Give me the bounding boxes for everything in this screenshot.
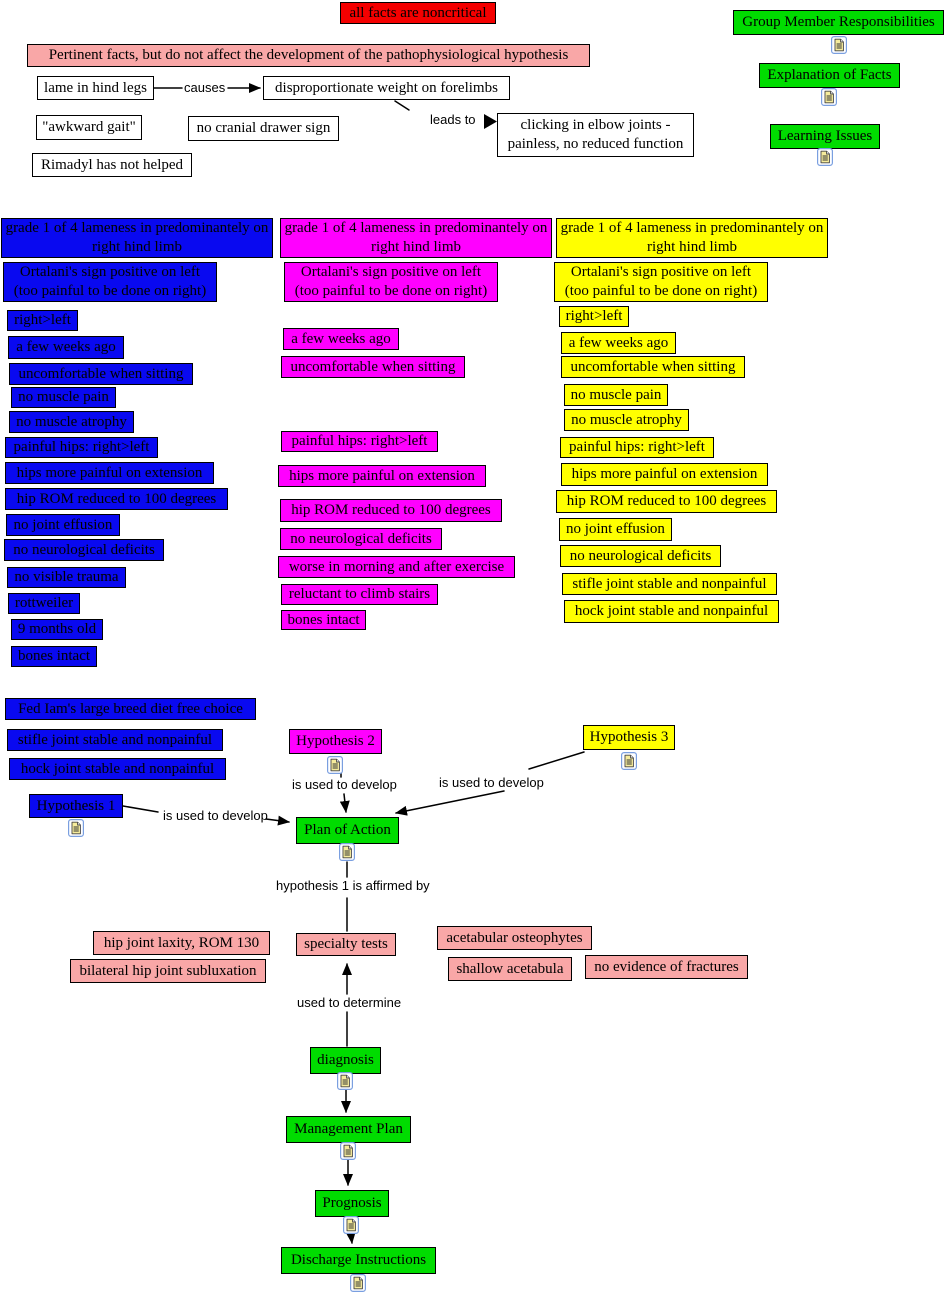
yellow-fact-11[interactable]: no neurological deficits (560, 545, 721, 567)
blue-fact-6[interactable]: no muscle atrophy (9, 411, 134, 433)
hypothesis-2-box[interactable]: Hypothesis 2 (289, 729, 382, 754)
resource-icon-prognosis[interactable] (343, 1216, 359, 1234)
yellow-fact-9[interactable]: hip ROM reduced to 100 degrees (556, 490, 777, 513)
resource-icon-management-plan[interactable] (340, 1142, 356, 1160)
yellow-fact-6[interactable]: no muscle atrophy (564, 409, 689, 431)
yellow-fact-0[interactable]: grade 1 of 4 lameness in predominantely on right hind limb (556, 218, 828, 258)
blue-fact-0[interactable]: grade 1 of 4 lameness in predominantely on right hind limb (1, 218, 273, 258)
yellow-fact-10[interactable]: no joint effusion (559, 518, 672, 541)
connector-line (123, 806, 158, 812)
connector-arrow (266, 819, 289, 822)
finding-no-fractures[interactable]: no evidence of fractures (585, 955, 748, 979)
yellow-fact-13[interactable]: hock joint stable and nonpainful (564, 600, 779, 623)
magenta-fact-10[interactable]: bones intact (281, 610, 366, 630)
blue-fact-3[interactable]: a few weeks ago (8, 336, 124, 359)
discharge-instructions-box[interactable]: Discharge Instructions (281, 1247, 436, 1274)
yellow-fact-7[interactable]: painful hips: right>left (560, 437, 714, 458)
resource-icon-plan-of-action[interactable] (339, 843, 355, 861)
blue-fact-11[interactable]: no neurological deficits (4, 539, 164, 561)
fact-rimadyl-not-helped[interactable]: Rimadyl has not helped (32, 153, 192, 177)
magenta-fact-4[interactable]: painful hips: right>left (281, 431, 438, 452)
link-label-develop-1[interactable]: is used to develop (163, 808, 268, 823)
blue-history-fact-0[interactable]: Fed Iam's large breed diet free choice (5, 698, 256, 720)
yellow-fact-2[interactable]: right>left (559, 306, 629, 327)
finding-acetabular-osteophytes[interactable]: acetabular osteophytes (437, 926, 592, 950)
yellow-fact-4[interactable]: uncomfortable when sitting (561, 356, 745, 378)
finding-bilateral-subluxation[interactable]: bilateral hip joint subluxation (70, 959, 266, 983)
link-label-leads-to[interactable]: leads to (430, 112, 476, 127)
magenta-fact-6[interactable]: hip ROM reduced to 100 degrees (280, 499, 502, 522)
magenta-fact-1[interactable]: Ortalani's sign positive on left (too painful to be done on right) (284, 262, 498, 302)
magenta-fact-9[interactable]: reluctant to climb stairs (281, 584, 438, 605)
prognosis-box[interactable]: Prognosis (315, 1190, 389, 1217)
explanation-of-facts-box[interactable]: Explanation of Facts (759, 63, 900, 88)
link-label-determine[interactable]: used to determine (297, 995, 402, 1010)
yellow-fact-12[interactable]: stifle joint stable and nonpainful (562, 573, 777, 595)
blue-fact-7[interactable]: painful hips: right>left (5, 437, 158, 458)
group-member-responsibilities-box[interactable]: Group Member Responsibilities (733, 10, 944, 35)
blue-fact-5[interactable]: no muscle pain (11, 387, 116, 408)
resource-icon-diagnosis[interactable] (337, 1072, 353, 1090)
blue-fact-13[interactable]: rottweiler (8, 593, 80, 614)
connector-arrow (396, 791, 504, 813)
management-plan-box[interactable]: Management Plan (286, 1116, 411, 1143)
yellow-fact-3[interactable]: a few weeks ago (561, 332, 676, 354)
connector-arrow (351, 1234, 352, 1243)
link-label-causes[interactable]: causes (184, 80, 226, 95)
resource-icon-hypothesis-1[interactable] (68, 819, 84, 837)
connector-line (529, 752, 584, 769)
leads-to-arrowhead (484, 114, 497, 129)
blue-fact-4[interactable]: uncomfortable when sitting (9, 363, 193, 385)
diagnosis-box[interactable]: diagnosis (310, 1047, 381, 1074)
magenta-fact-3[interactable]: uncomfortable when sitting (281, 356, 465, 378)
resource-icon-group-member-responsibilities[interactable] (831, 36, 847, 54)
plan-of-action-box[interactable]: Plan of Action (296, 817, 399, 844)
learning-issues-box[interactable]: Learning Issues (770, 124, 880, 149)
blue-fact-12[interactable]: no visible trauma (7, 567, 126, 588)
blue-fact-9[interactable]: hip ROM reduced to 100 degrees (5, 488, 228, 510)
resource-icon-learning-issues[interactable] (817, 148, 833, 166)
fact-lame-in-hind-legs[interactable]: lame in hind legs (37, 76, 154, 100)
blue-history-fact-2[interactable]: hock joint stable and nonpainful (9, 758, 226, 780)
link-label-affirmed[interactable]: hypothesis 1 is affirmed by (276, 878, 430, 893)
blue-fact-2[interactable]: right>left (7, 310, 78, 331)
resource-icon-hypothesis-3[interactable] (621, 752, 637, 770)
resource-icon-hypothesis-2[interactable] (327, 756, 343, 774)
resource-icon-explanation-of-facts[interactable] (821, 88, 837, 106)
blue-fact-8[interactable]: hips more painful on extension (5, 462, 214, 484)
yellow-fact-8[interactable]: hips more painful on extension (561, 463, 768, 486)
finding-shallow-acetabula[interactable]: shallow acetabula (448, 957, 572, 981)
fact-disproportionate-weight[interactable]: disproportionate weight on forelimbs (263, 76, 510, 100)
fact-clicking-elbow-joints[interactable]: clicking in elbow joints - painless, no reduced function (497, 113, 694, 157)
fact-no-cranial-drawer-sign[interactable]: no cranial drawer sign (188, 116, 339, 141)
finding-hip-joint-laxity[interactable]: hip joint laxity, ROM 130 (93, 931, 270, 955)
magenta-fact-5[interactable]: hips more painful on extension (278, 465, 486, 487)
magenta-fact-2[interactable]: a few weeks ago (283, 328, 399, 350)
connector-arrow (344, 794, 346, 812)
link-label-develop-2[interactable]: is used to develop (292, 777, 397, 792)
blue-fact-14[interactable]: 9 months old (11, 619, 103, 640)
yellow-fact-5[interactable]: no muscle pain (564, 384, 668, 406)
magenta-fact-0[interactable]: grade 1 of 4 lameness in predominantely on right hind limb (280, 218, 552, 258)
noncritical-banner[interactable]: all facts are noncritical (340, 2, 496, 24)
specialty-tests-box[interactable]: specialty tests (296, 933, 396, 956)
blue-history-fact-1[interactable]: stifle joint stable and nonpainful (7, 729, 223, 751)
link-label-develop-3[interactable]: is used to develop (439, 775, 544, 790)
pertinent-banner[interactable]: Pertinent facts, but do not affect the development of the pathophysiological hypothesis (27, 44, 590, 67)
blue-fact-10[interactable]: no joint effusion (6, 514, 120, 536)
blue-fact-1[interactable]: Ortalani's sign positive on left (too painful to be done on right) (3, 262, 217, 302)
yellow-fact-1[interactable]: Ortalani's sign positive on left (too painful to be done on right) (554, 262, 768, 302)
blue-fact-15[interactable]: bones intact (11, 646, 97, 667)
connector-line (395, 101, 409, 110)
hypothesis-3-box[interactable]: Hypothesis 3 (583, 725, 675, 750)
magenta-fact-7[interactable]: no neurological deficits (280, 528, 442, 550)
hypothesis-1-box[interactable]: Hypothesis 1 (29, 794, 123, 818)
resource-icon-discharge-instructions[interactable] (350, 1274, 366, 1292)
fact-awkward-gait[interactable]: "awkward gait" (36, 115, 142, 140)
magenta-fact-8[interactable]: worse in morning and after exercise (278, 556, 515, 578)
